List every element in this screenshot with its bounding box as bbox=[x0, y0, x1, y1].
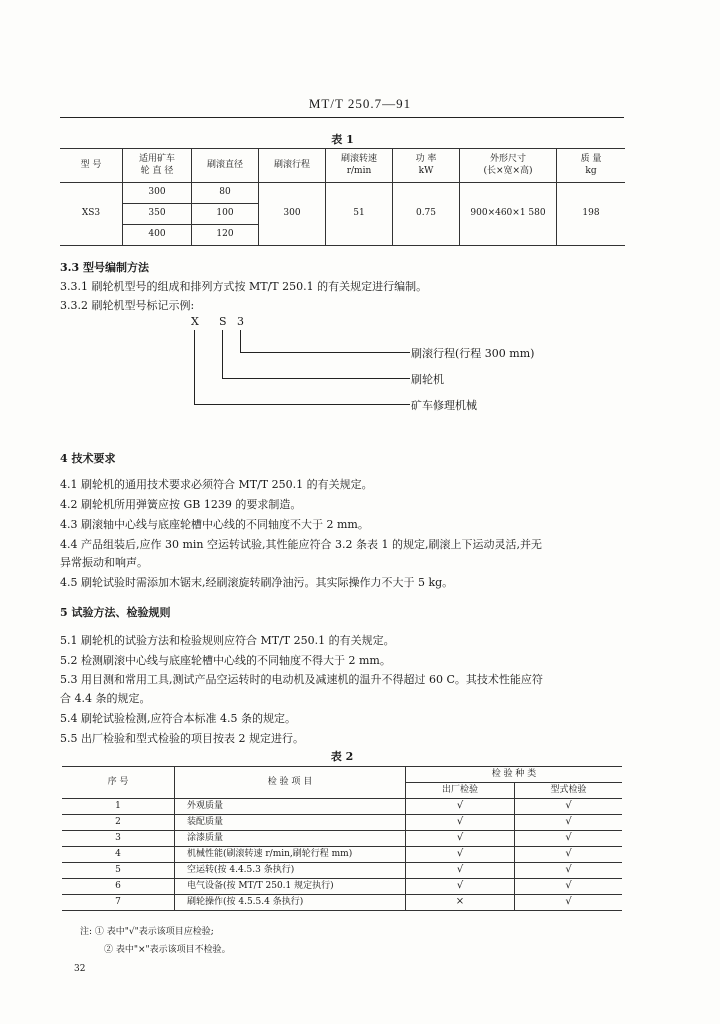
para-4-4: 4.4 产品组装后,应作 30 min 空运转试验,其性能应符合 3.2 条表 1 的规定,刷滚上下运动灵活,并无 bbox=[60, 538, 542, 551]
para-5-3-cont: 合 4.4 条的规定。 bbox=[60, 692, 151, 705]
section-4-title: 4 技术要求 bbox=[60, 452, 116, 465]
t1-wheel: 400 bbox=[123, 225, 192, 246]
label-category: 矿车修理机械 bbox=[411, 399, 477, 412]
table2 bbox=[62, 766, 622, 911]
t1-wheel: 300 bbox=[123, 183, 192, 204]
t2-row-item: 电气设备(按 MT/T 250.1 规定执行) bbox=[175, 879, 406, 895]
t2-row-type: √ bbox=[515, 863, 623, 879]
t2-row-no: 3 bbox=[62, 831, 175, 847]
t2-row-type: √ bbox=[515, 879, 623, 895]
t2-row-factory: √ bbox=[406, 799, 515, 815]
t1-stroke: 300 bbox=[259, 183, 326, 246]
t1-header-stroke: 刷滚行程 bbox=[259, 149, 326, 183]
table2-caption: 表 2 bbox=[330, 750, 354, 763]
t1-header-mass: 质 量 kg bbox=[557, 149, 626, 183]
t2-row-no: 5 bbox=[62, 863, 175, 879]
para-3-3-1: 3.3.1 刷轮机型号的组成和排列方式按 MT/T 250.1 的有关规定进行编制。 bbox=[60, 280, 428, 293]
t2-row-no: 7 bbox=[62, 895, 175, 911]
t2-header-factory: 出厂检验 bbox=[406, 783, 515, 799]
t2-row-type: √ bbox=[515, 831, 623, 847]
para-5-2: 5.2 检测刷滚中心线与底座轮槽中心线的不同轴度不得大于 2 mm。 bbox=[60, 654, 391, 667]
para-4-2: 4.2 刷轮机所用弹簧应按 GB 1239 的要求制造。 bbox=[60, 498, 302, 511]
t2-row-item: 刷轮操作(按 4.5.5.4 条执行) bbox=[175, 895, 406, 911]
section-3-3-title: 3.3 型号编制方法 bbox=[60, 261, 149, 274]
t2-row-factory: √ bbox=[406, 879, 515, 895]
t2-row-factory: √ bbox=[406, 863, 515, 879]
page-number: 32 bbox=[74, 964, 86, 974]
letter-s: S bbox=[219, 315, 227, 328]
t1-header-model: 型 号 bbox=[60, 149, 123, 183]
t2-row-factory: √ bbox=[406, 847, 515, 863]
t1-dims: 900×460×1 580 bbox=[460, 183, 557, 246]
letter-x: X bbox=[191, 315, 199, 328]
para-4-3: 4.3 刷滚轴中心线与底座轮槽中心线的不同轴度不大于 2 mm。 bbox=[60, 518, 369, 531]
t1-header-power: 功 率 kW bbox=[393, 149, 460, 183]
t1-power: 0.75 bbox=[393, 183, 460, 246]
para-5-3: 5.3 用目测和常用工具,测试产品空运转时的电动机及减速机的温升不得超过 60 C。其技术性能应符 bbox=[60, 673, 543, 686]
t1-brush: 120 bbox=[192, 225, 259, 246]
t2-row-no: 6 bbox=[62, 879, 175, 895]
t2-row-item: 涂漆质量 bbox=[175, 831, 406, 847]
t2-row-factory: √ bbox=[406, 831, 515, 847]
t2-row-item: 空运转(按 4.4.5.3 条执行) bbox=[175, 863, 406, 879]
t2-header-item: 检 验 项 目 bbox=[175, 767, 406, 799]
note-1: 注: ① 表中"√"表示该项目应检验; bbox=[80, 927, 214, 937]
section-5-title: 5 试验方法、检验规则 bbox=[60, 606, 171, 619]
t2-header-no: 序 号 bbox=[62, 767, 175, 799]
para-5-5: 5.5 出厂检验和型式检验的项目按表 2 规定进行。 bbox=[60, 732, 304, 745]
t2-row-item: 装配质量 bbox=[175, 815, 406, 831]
label-machine: 刷轮机 bbox=[411, 373, 444, 386]
t2-row-type: √ bbox=[515, 847, 623, 863]
t2-row-item: 机械性能(刷滚转速 r/min,刷轮行程 mm) bbox=[175, 847, 406, 863]
t2-row-factory: √ bbox=[406, 815, 515, 831]
t1-brush: 100 bbox=[192, 204, 259, 225]
t2-header-type: 检 验 种 类 bbox=[406, 767, 623, 783]
t1-header-wheel: 适用矿车 轮 直 径 bbox=[123, 149, 192, 183]
para-5-4: 5.4 刷轮试验检测,应符合本标准 4.5 条的规定。 bbox=[60, 712, 296, 725]
t2-row-type: √ bbox=[515, 799, 623, 815]
note-2: ② 表中"×"表示该项目不检验。 bbox=[104, 945, 231, 955]
para-3-3-2: 3.3.2 刷轮机型号标记示例: bbox=[60, 299, 195, 312]
para-4-4-cont: 异常振动和响声。 bbox=[60, 556, 148, 569]
para-4-5: 4.5 刷轮试验时需添加木锯末,经刷滚旋转刷净油污。其实际操作力不大于 5 kg。 bbox=[60, 576, 454, 589]
table1-caption: 表 1 bbox=[331, 133, 354, 146]
t2-row-item: 外观质量 bbox=[175, 799, 406, 815]
letter-3: 3 bbox=[237, 315, 244, 328]
label-stroke: 刷滚行程(行程 300 mm) bbox=[411, 347, 535, 360]
t1-model: XS3 bbox=[60, 183, 123, 246]
t2-row-no: 1 bbox=[62, 799, 175, 815]
t2-row-no: 4 bbox=[62, 847, 175, 863]
t2-row-type: √ bbox=[515, 815, 623, 831]
t1-mass: 198 bbox=[557, 183, 626, 246]
t2-row-type: √ bbox=[515, 895, 623, 911]
table1 bbox=[60, 148, 625, 246]
t1-header-brush: 刷滚直径 bbox=[192, 149, 259, 183]
t2-row-no: 2 bbox=[62, 815, 175, 831]
t1-wheel: 350 bbox=[123, 204, 192, 225]
t2-header-type-test: 型式检验 bbox=[515, 783, 623, 799]
para-5-1: 5.1 刷轮机的试验方法和检验规则应符合 MT/T 250.1 的有关规定。 bbox=[60, 634, 395, 647]
header-rule bbox=[60, 117, 624, 118]
para-4-1: 4.1 刷轮机的通用技术要求必须符合 MT/T 250.1 的有关规定。 bbox=[60, 478, 373, 491]
t1-header-speed: 刷滚转速 r/min bbox=[326, 149, 393, 183]
t1-brush: 80 bbox=[192, 183, 259, 204]
standard-number: MT/T 250.7—91 bbox=[308, 96, 412, 111]
t1-speed: 51 bbox=[326, 183, 393, 246]
t1-header-dims: 外形尺寸 (长×宽×高) bbox=[460, 149, 557, 183]
t2-row-factory: × bbox=[406, 895, 515, 911]
